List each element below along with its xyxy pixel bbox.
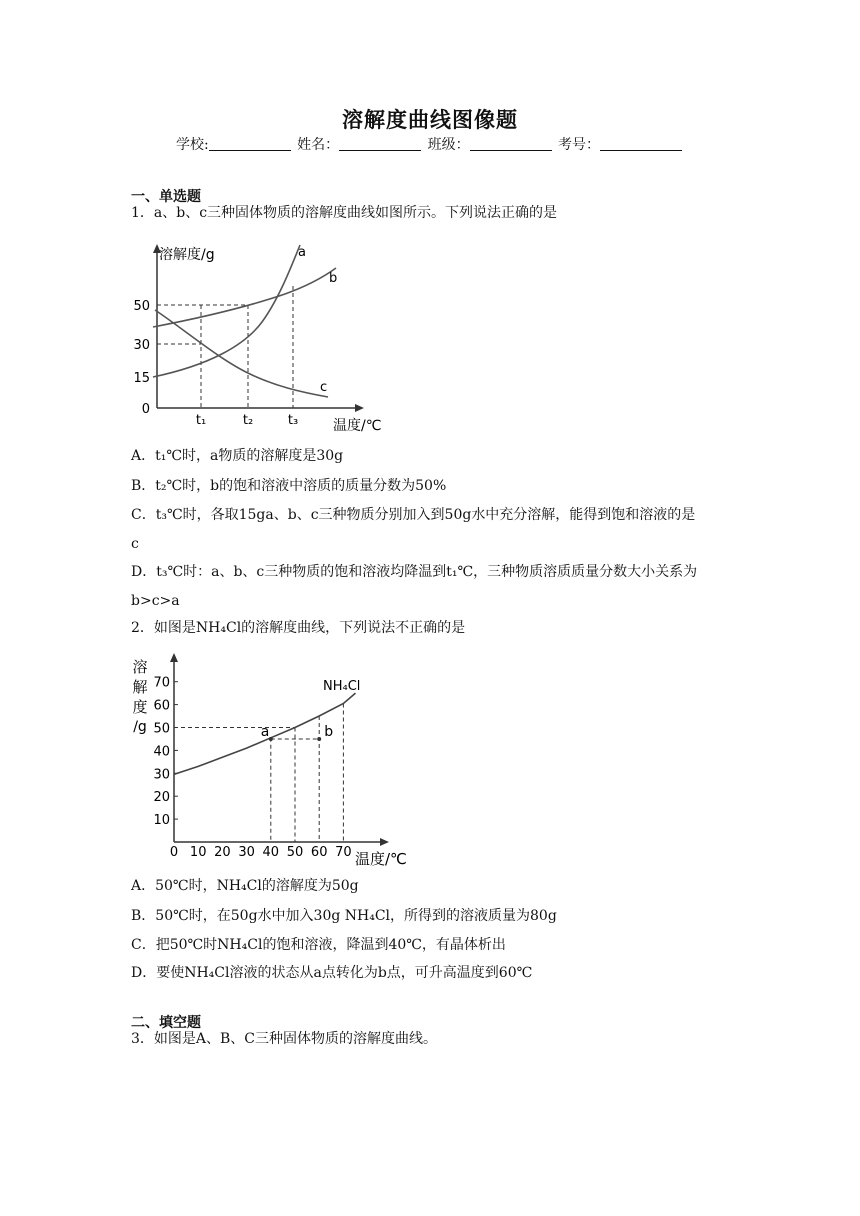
q2-option-c: C．把50℃时NH₄Cl的饱和溶液，降温到40℃，有晶体析出 xyxy=(131,937,506,953)
question-3-stem: 3．如图是A、B、C三种固体物质的溶解度曲线。 xyxy=(131,1031,438,1047)
chart2-ytick-50: 50 xyxy=(153,721,170,737)
chart2-point-b xyxy=(317,737,321,741)
q1-option-a: A．t₁℃时，a物质的溶解度是30g xyxy=(131,448,344,464)
chart2-xtick-10: 10 xyxy=(189,845,207,860)
chart2-xtick-70: 70 xyxy=(335,845,352,860)
chart1-x-axis-arrow xyxy=(355,404,364,412)
chart1-curve-b xyxy=(153,268,336,327)
chart2-ytick-70: 70 xyxy=(153,675,170,691)
chart1-xtick-t2: t₂ xyxy=(242,413,254,428)
chart1-ytick-0: 0 xyxy=(141,402,150,417)
section-heading-single-choice: 一、单选题 xyxy=(131,189,201,205)
name-label: 姓名： xyxy=(297,137,340,153)
q1-option-c-cont: c xyxy=(131,536,139,552)
chart2-xtick-50: 50 xyxy=(286,845,304,860)
chart1-ytick-50: 50 xyxy=(133,299,150,314)
chart2-ytick-30: 30 xyxy=(153,767,170,783)
chart2-ytick-40: 40 xyxy=(153,744,170,760)
q2-option-a: A．50℃时，NH₄Cl的溶解度为50g xyxy=(131,878,359,894)
chart2-xtick-60: 60 xyxy=(310,845,328,860)
exam-number-blank xyxy=(600,137,682,151)
chart2-point-a-label: a xyxy=(260,723,270,740)
question-1-stem: 1．a、b、c三种固体物质的溶解度曲线如图所示。下列说法正确的是 xyxy=(131,205,558,221)
chart1-curve-c xyxy=(155,310,328,397)
student-info-line xyxy=(0,134,860,154)
chart2-xtick-40: 40 xyxy=(262,845,280,860)
chart2-xtick-20: 20 xyxy=(214,845,231,860)
chart2-series-label: NH₄Cl xyxy=(323,679,361,694)
chart2-point-b-label: b xyxy=(324,723,334,740)
school-blank xyxy=(209,137,291,151)
chart2-y-label-2: 解 xyxy=(132,678,148,696)
chart2-ytick-60: 60 xyxy=(153,698,170,714)
chart1-xtick-t1: t₁ xyxy=(195,413,207,428)
chart2-ytick-10: 10 xyxy=(153,813,170,829)
chart2-xtick-30: 30 xyxy=(238,845,255,860)
q1-option-c: C．t₃℃时，各取15ga、b、c三种物质分别加入到50g水中充分溶解，能得到饱和溶液的是 xyxy=(131,507,696,523)
chart1-xtick-t3: t₃ xyxy=(287,413,299,428)
chart2-x-label: 温度/℃ xyxy=(355,850,407,868)
chart2-ytick-20: 20 xyxy=(153,790,170,806)
chart2-y-label-1: 溶 xyxy=(132,658,148,676)
solubility-chart-2 xyxy=(128,648,412,868)
question-2-stem: 2．如图是NH₄Cl的溶解度曲线，下列说法不正确的是 xyxy=(131,620,466,636)
solubility-chart-1 xyxy=(131,240,391,435)
school-label: 学校: xyxy=(175,137,209,153)
chart1-ytick-15: 15 xyxy=(133,371,150,386)
chart2-ticks xyxy=(153,676,351,860)
chart2-y-label-3: 度 xyxy=(132,698,148,716)
exam-number-label: 考号： xyxy=(558,137,601,153)
chart1-ytick-30: 30 xyxy=(133,338,150,353)
chart2-guides xyxy=(174,703,343,842)
q2-option-d: D．要使NH₄Cl溶液的状态从a点转化为b点，可升高温度到60℃ xyxy=(131,965,533,981)
class-blank xyxy=(470,137,552,151)
chart2-xtick-0: 0 xyxy=(169,845,179,860)
name-blank xyxy=(339,137,421,151)
chart2-y-label-4: /g xyxy=(133,719,147,735)
chart1-series-a-label: a xyxy=(298,245,306,260)
chart1-series-c-label: c xyxy=(320,380,328,395)
chart1-x-label: 温度/℃ xyxy=(333,418,382,434)
chart1-y-label: 溶解度/g xyxy=(159,247,215,263)
q2-option-b: B．50℃时，在50g水中加入30g NH₄Cl，所得到的溶液质量为80g xyxy=(131,908,557,924)
q1-option-d: D．t₃℃时：a、b、c三种物质的饱和溶液均降温到t₁℃，三种物质溶质质量分数大小关系为 xyxy=(131,564,698,580)
chart1-series-b-label: b xyxy=(329,271,338,286)
page-title: 溶解度曲线图像题 xyxy=(342,108,518,132)
q1-option-d-cont: b>c>a xyxy=(131,593,180,609)
section-heading-fill-in: 二、填空题 xyxy=(131,1015,201,1031)
q1-option-b: B．t₂℃时，b的饱和溶液中溶质的质量分数为50% xyxy=(131,478,447,494)
class-label: 班级： xyxy=(427,137,470,153)
